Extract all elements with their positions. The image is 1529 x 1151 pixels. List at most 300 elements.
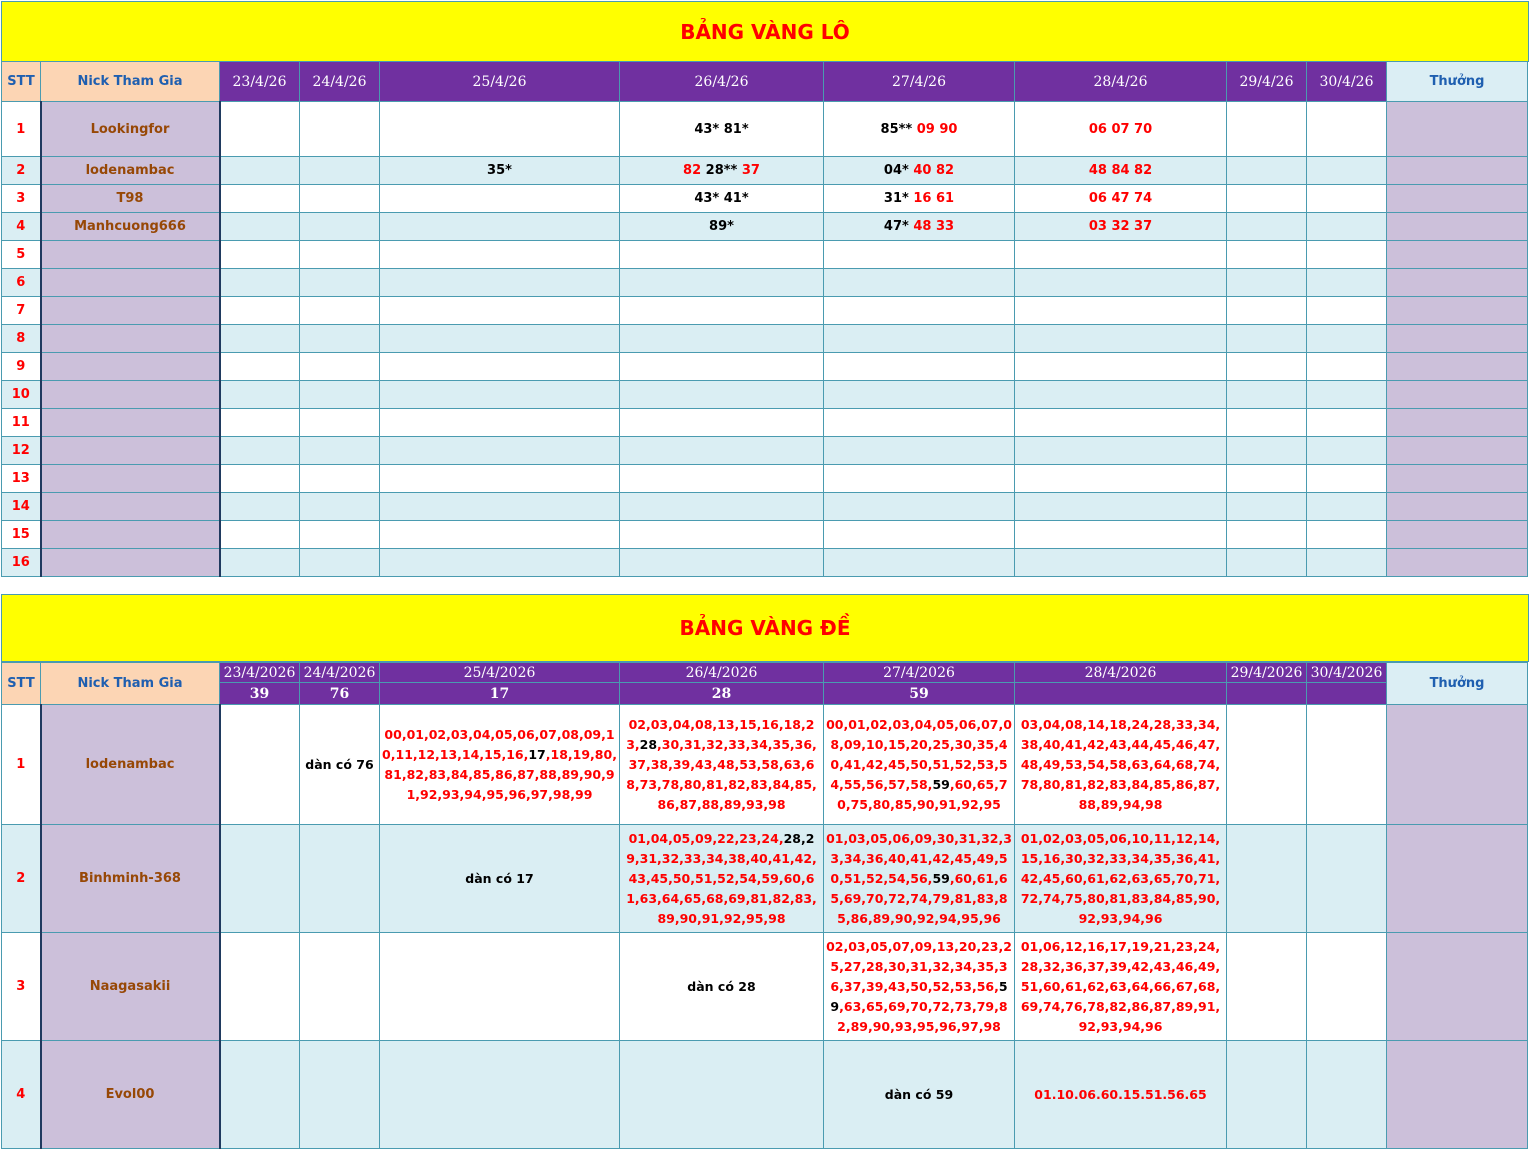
cell-text: 01,03,05,06,09,30,31,32,33,34,36,40,41,42,45,49,50,51,52,54,56, (826, 830, 1012, 886)
entry-cell (1015, 325, 1227, 353)
entry-cell (1307, 493, 1387, 521)
entry-cell (824, 213, 1015, 241)
cell-text: 06 47 74 (1088, 191, 1153, 206)
entry-cell (1015, 381, 1227, 409)
entry-cell (300, 157, 380, 185)
entry-cell (300, 549, 380, 577)
entry-cell (300, 269, 380, 297)
participant-nick (41, 437, 220, 465)
entry-cell (1015, 1041, 1227, 1149)
entry-cell (1015, 157, 1227, 185)
cell-text: 28** (705, 163, 742, 178)
table-row (2, 297, 1528, 325)
reward-cell (1387, 1041, 1528, 1149)
participant-nick: Manhcuong666 (41, 213, 220, 241)
entry-cell (380, 521, 620, 549)
entry-cell (220, 705, 300, 825)
entry-cell (1015, 465, 1227, 493)
cell-text: dàn có 28 (687, 978, 756, 994)
cell-text: 01,06,12,16,17,19,21,23,24,28,32,36,37,39,42,43,46,49,51,60,61,62,63,64,66,67,68,69,74,76,78,82,86,87,89,91,92,93,94,96 (1020, 938, 1221, 1034)
cell-text: 02,03,04,08,13,15,16,18,23, (626, 716, 815, 752)
row-number: 7 (2, 297, 41, 325)
reward-cell (1387, 185, 1528, 213)
row-number: 16 (2, 549, 41, 577)
entry-cell (220, 521, 300, 549)
result-number (1307, 683, 1387, 705)
entry-cell (220, 1041, 300, 1149)
reward-cell (1387, 933, 1528, 1041)
cell-text: 43* 41* (694, 191, 749, 206)
cell-text: 01.10.06.60.15.51.56.65 (1034, 1086, 1207, 1102)
cell-text: 17 (528, 746, 546, 762)
entry-cell (220, 269, 300, 297)
cell-text: 04* (883, 163, 914, 178)
cell-text: 40 82 (913, 163, 955, 178)
reward-cell (1387, 493, 1528, 521)
row-number: 3 (2, 185, 41, 213)
table-row (2, 1041, 1528, 1149)
cell-text: ,60,61,65,69,70,72,74,79,81,83,85,86,89,90,92,94,95,96 (830, 870, 1008, 926)
entry-cell (300, 705, 380, 825)
entry-cell (300, 1041, 380, 1149)
entry-cell (220, 213, 300, 241)
entry-cell (220, 409, 300, 437)
reward-cell (1387, 409, 1528, 437)
reward-cell (1387, 353, 1528, 381)
table-row (2, 213, 1528, 241)
cell-text: 00,01,02,03,04,05,06,07,08,09,10,15,20,25,30,35,40,41,42,45,50,51,52,53,54,55,56,57,58, (826, 716, 1012, 792)
reward-cell (1387, 241, 1528, 269)
entry-cell (1015, 705, 1227, 825)
entry-cell (300, 381, 380, 409)
entry-cell (1307, 325, 1387, 353)
entry-cell (380, 185, 620, 213)
lo-table (1, 61, 1528, 577)
participant-nick: Binhminh-368 (41, 825, 220, 933)
entry-cell (1227, 549, 1307, 577)
entry-cell (620, 465, 824, 493)
cell-text: 37 (741, 163, 760, 178)
cell-text: 31* (883, 191, 914, 206)
entry-cell (220, 465, 300, 493)
entry-cell (824, 933, 1015, 1041)
entry-cell (824, 325, 1015, 353)
entry-cell (380, 381, 620, 409)
entry-cell (824, 825, 1015, 933)
entry-cell (620, 269, 824, 297)
date-header: 28/4/26 (1015, 62, 1227, 102)
cell-text: dàn có 59 (884, 1086, 954, 1102)
date-header: 29/4/26 (1227, 62, 1307, 102)
entry-cell (1015, 297, 1227, 325)
participant-nick (41, 521, 220, 549)
entry-cell (300, 213, 380, 241)
table-row (2, 353, 1528, 381)
entry-cell (220, 493, 300, 521)
entry-cell (1227, 241, 1307, 269)
entry-cell (220, 185, 300, 213)
entry-cell (1307, 465, 1387, 493)
row-number: 15 (2, 521, 41, 549)
table-row (2, 465, 1528, 493)
entry-cell (824, 1041, 1015, 1149)
row-number: 2 (2, 157, 41, 185)
entry-cell (300, 185, 380, 213)
cell-text: 02,03,05,07,09,13,20,23,25,27,28,30,31,32,34,35,36,37,39,43,50,52,53,56, (826, 938, 1012, 994)
entry-cell (1307, 1041, 1387, 1149)
table-row (2, 825, 1528, 933)
cell-text: ,63,65,69,70,72,73,79,82,89,90,93,95,96,97,98 (837, 998, 1008, 1034)
reward-cell (1387, 825, 1528, 933)
entry-cell (220, 241, 300, 269)
entry-cell (1307, 297, 1387, 325)
entry-cell (620, 1041, 824, 1149)
entry-cell (380, 465, 620, 493)
nick-header: Nick Tham Gia (41, 62, 220, 102)
cell-text: 43* 81* (694, 121, 749, 137)
date-header: 30/4/26 (1307, 62, 1387, 102)
entry-cell (300, 521, 380, 549)
entry-cell (380, 933, 620, 1041)
entry-cell (824, 465, 1015, 493)
entry-cell (380, 493, 620, 521)
result-number (1015, 683, 1227, 705)
date-header: 23/4/26 (220, 62, 300, 102)
entry-cell (300, 493, 380, 521)
participant-nick (41, 409, 220, 437)
entry-cell (1307, 269, 1387, 297)
table-row (2, 325, 1528, 353)
cell-text: 59 (932, 776, 950, 792)
entry-cell (1227, 493, 1307, 521)
entry-cell (220, 933, 300, 1041)
cell-text: 01,02,03,05,06,10,11,12,14,15,16,30,32,33,34,35,36,41,42,45,60,61,62,63,65,70,71,72,74,75,80,81,83,84,85,90,92,93,94,96 (1020, 830, 1221, 926)
cell-text: dàn có 76 (305, 756, 374, 772)
table-row (2, 933, 1528, 1041)
entry-cell (1227, 102, 1307, 157)
participant-nick: T98 (41, 185, 220, 213)
entry-cell (1307, 409, 1387, 437)
reward-cell (1387, 269, 1528, 297)
row-number: 2 (2, 825, 41, 933)
cell-text: 48 33 (913, 219, 955, 234)
entry-cell (380, 1041, 620, 1149)
entry-cell (220, 102, 300, 157)
entry-cell (824, 549, 1015, 577)
entry-cell (824, 705, 1015, 825)
entry-cell (1015, 521, 1227, 549)
entry-cell (620, 241, 824, 269)
entry-cell (1015, 437, 1227, 465)
row-number: 10 (2, 381, 41, 409)
participant-nick (41, 353, 220, 381)
entry-cell (1307, 437, 1387, 465)
nick-header: Nick Tham Gia (41, 663, 220, 705)
table-row (2, 102, 1528, 157)
entry-cell (380, 325, 620, 353)
cell-text: 47* (883, 219, 914, 234)
reward-cell (1387, 521, 1528, 549)
entry-cell (824, 353, 1015, 381)
cell-text: 28,2 (783, 830, 815, 846)
row-number: 5 (2, 241, 41, 269)
entry-cell (620, 297, 824, 325)
entry-cell (1015, 241, 1227, 269)
entry-cell (1307, 933, 1387, 1041)
participant-nick: Evol00 (41, 1041, 220, 1149)
cell-text: 09 90 (916, 121, 958, 137)
entry-cell (1227, 381, 1307, 409)
table-row (2, 493, 1528, 521)
reward-cell (1387, 213, 1528, 241)
entry-cell (1227, 269, 1307, 297)
cell-text: 89* (709, 219, 734, 234)
entry-cell (380, 437, 620, 465)
row-number: 8 (2, 325, 41, 353)
entry-cell (1227, 213, 1307, 241)
entry-cell (1015, 825, 1227, 933)
stt-header: STT (2, 663, 41, 705)
entry-cell (1015, 185, 1227, 213)
entry-cell (1015, 933, 1227, 1041)
entry-cell (380, 157, 620, 185)
entry-cell (380, 213, 620, 241)
cell-text: 59 (932, 870, 950, 886)
date-header: 26/4/2026 (620, 663, 824, 683)
cell-text: 28 (639, 736, 658, 752)
entry-cell (620, 409, 824, 437)
cell-text: 48 84 82 (1088, 163, 1153, 178)
reward-cell (1387, 157, 1528, 185)
entry-cell (380, 549, 620, 577)
participant-nick (41, 269, 220, 297)
cell-text: ,18,19,80,81,82,83,84,85,86,87,88,89,90,91,92,93,94,95,96,97,98,99 (384, 746, 617, 802)
entry-cell (824, 185, 1015, 213)
row-number: 4 (2, 213, 41, 241)
reward-cell (1387, 102, 1528, 157)
entry-cell (1227, 521, 1307, 549)
reward-cell (1387, 325, 1528, 353)
table-row (2, 549, 1528, 577)
entry-cell (620, 353, 824, 381)
entry-cell (300, 465, 380, 493)
reward-header: Thưởng (1387, 62, 1528, 102)
cell-text: 03 32 37 (1088, 219, 1153, 234)
entry-cell (824, 269, 1015, 297)
entry-cell (620, 185, 824, 213)
row-number: 13 (2, 465, 41, 493)
row-number: 1 (2, 102, 41, 157)
entry-cell (1015, 409, 1227, 437)
cell-text: 85** (880, 121, 917, 137)
entry-cell (824, 297, 1015, 325)
reward-cell (1387, 465, 1528, 493)
entry-cell (1307, 157, 1387, 185)
entry-cell (1015, 493, 1227, 521)
result-number: 17 (380, 683, 620, 705)
cell-text: 06 07 70 (1088, 121, 1153, 137)
entry-cell (300, 437, 380, 465)
entry-cell (220, 325, 300, 353)
date-header: 23/4/2026 (220, 663, 300, 683)
stt-header: STT (2, 62, 41, 102)
entry-cell (220, 157, 300, 185)
row-number: 9 (2, 353, 41, 381)
table-row (2, 241, 1528, 269)
entry-cell (1227, 185, 1307, 213)
participant-nick (41, 493, 220, 521)
entry-cell (1015, 213, 1227, 241)
entry-cell (1015, 353, 1227, 381)
row-number: 1 (2, 705, 41, 825)
entry-cell (1227, 465, 1307, 493)
entry-cell (1307, 521, 1387, 549)
cell-text: 01,04,05,09,22,23,24, (628, 830, 784, 846)
table-row (2, 705, 1528, 825)
entry-cell (300, 353, 380, 381)
entry-cell (824, 241, 1015, 269)
cell-text: 03,04,08,14,18,24,28,33,34,38,40,41,42,43,44,45,46,47,48,49,53,54,58,63,64,68,74,78,80,81,82,83,84,85,86,87,88,89,94,98 (1020, 716, 1221, 812)
cell-text: 00,01,02,03,04,05,06,07,08,09,10,11,12,13,14,15,16, (382, 726, 615, 762)
entry-cell (380, 409, 620, 437)
entry-cell (620, 549, 824, 577)
entry-cell (1227, 409, 1307, 437)
cell-text: ,60,65,70,75,80,85,90,91,92,95 (837, 776, 1008, 812)
entry-cell (380, 825, 620, 933)
entry-cell (620, 437, 824, 465)
entry-cell (620, 521, 824, 549)
entry-cell (300, 241, 380, 269)
entry-cell (1307, 353, 1387, 381)
participant-nick (41, 465, 220, 493)
reward-cell (1387, 297, 1528, 325)
participant-nick: Lookingfor (41, 102, 220, 157)
table-row (2, 521, 1528, 549)
entry-cell (1307, 549, 1387, 577)
entry-cell (380, 705, 620, 825)
row-number: 6 (2, 269, 41, 297)
entry-cell (620, 325, 824, 353)
entry-cell (620, 157, 824, 185)
row-number: 14 (2, 493, 41, 521)
cell-text: 16 61 (913, 191, 955, 206)
de-table (1, 662, 1528, 1149)
entry-cell (1307, 213, 1387, 241)
entry-cell (1015, 102, 1227, 157)
row-number: 11 (2, 409, 41, 437)
result-number: 39 (220, 683, 300, 705)
entry-cell (300, 825, 380, 933)
entry-cell (1227, 437, 1307, 465)
entry-cell (220, 437, 300, 465)
result-number: 59 (824, 683, 1015, 705)
date-header: 26/4/26 (620, 62, 824, 102)
participant-nick: lodenambac (41, 157, 220, 185)
entry-cell (620, 825, 824, 933)
entry-cell (1227, 325, 1307, 353)
date-header: 29/4/2026 (1227, 663, 1307, 683)
entry-cell (1227, 157, 1307, 185)
date-header: 24/4/2026 (300, 663, 380, 683)
entry-cell (620, 493, 824, 521)
entry-cell (380, 297, 620, 325)
entry-cell (1307, 185, 1387, 213)
participant-nick (41, 381, 220, 409)
entry-cell (300, 102, 380, 157)
entry-cell (1307, 241, 1387, 269)
entry-cell (824, 409, 1015, 437)
participant-nick (41, 297, 220, 325)
participant-nick (41, 241, 220, 269)
date-header: 27/4/26 (824, 62, 1015, 102)
cell-text: 35* (487, 163, 512, 178)
entry-cell (1307, 381, 1387, 409)
entry-cell (620, 213, 824, 241)
entry-cell (1015, 269, 1227, 297)
entry-cell (220, 353, 300, 381)
entry-cell (1015, 549, 1227, 577)
entry-cell (300, 297, 380, 325)
entry-cell (824, 437, 1015, 465)
entry-cell (824, 102, 1015, 157)
entry-cell (1227, 353, 1307, 381)
entry-cell (620, 933, 824, 1041)
participant-nick: Naagasakii (41, 933, 220, 1041)
result-number (1227, 683, 1307, 705)
reward-cell (1387, 549, 1528, 577)
de-table-title: BẢNG VÀNG ĐỀ (1, 594, 1529, 662)
entry-cell (1227, 1041, 1307, 1149)
entry-cell (824, 521, 1015, 549)
date-header: 30/4/2026 (1307, 663, 1387, 683)
entry-cell (620, 102, 824, 157)
participant-nick: lodenambac (41, 705, 220, 825)
table-row (2, 437, 1528, 465)
entry-cell (300, 933, 380, 1041)
entry-cell (620, 381, 824, 409)
entry-cell (1307, 825, 1387, 933)
cell-text: 9,31,32,33,34,38,40,41,42,43,45,50,51,52,54,59,60,61,63,64,65,68,69,81,82,83,89,90,91,92,95,98 (626, 850, 817, 926)
date-header: 24/4/26 (300, 62, 380, 102)
table-row (2, 381, 1528, 409)
entry-cell (220, 549, 300, 577)
cell-text: dàn có 17 (465, 870, 534, 886)
entry-cell (1227, 297, 1307, 325)
lo-table-title: BẢNG VÀNG LÔ (1, 1, 1529, 62)
date-header: 27/4/2026 (824, 663, 1015, 683)
entry-cell (1307, 705, 1387, 825)
row-number: 3 (2, 933, 41, 1041)
entry-cell (380, 269, 620, 297)
result-number: 28 (620, 683, 824, 705)
table-row (2, 409, 1528, 437)
reward-cell (1387, 705, 1528, 825)
cell-text: 59 (830, 978, 1008, 1014)
entry-cell (1227, 705, 1307, 825)
participant-nick (41, 325, 220, 353)
result-number: 76 (300, 683, 380, 705)
cell-text: ,30,31,32,33,34,35,36,37,38,39,43,48,53,58,63,68,73,78,80,81,82,83,84,85,86,87,88,89,93,98 (626, 736, 817, 812)
entry-cell (300, 409, 380, 437)
row-number: 12 (2, 437, 41, 465)
entry-cell (824, 493, 1015, 521)
entry-cell (824, 381, 1015, 409)
entry-cell (824, 157, 1015, 185)
reward-header: Thưởng (1387, 663, 1528, 705)
cell-text: 82 (683, 163, 706, 178)
entry-cell (1227, 933, 1307, 1041)
reward-cell (1387, 437, 1528, 465)
